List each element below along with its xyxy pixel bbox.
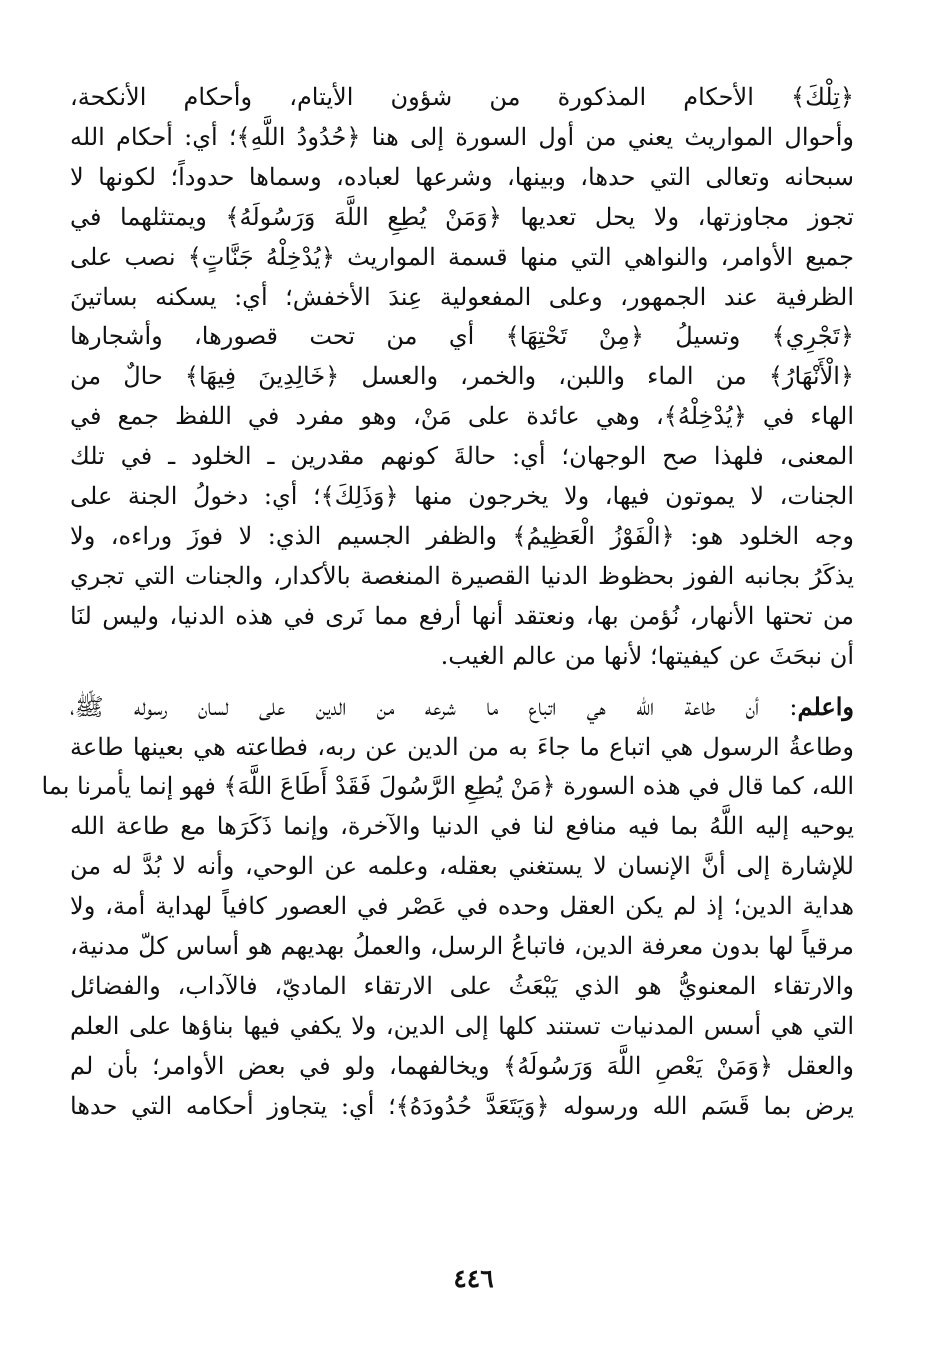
text-line: يرض بما قَسَم الله ورسوله ﴿وَيَتَعَدَّ حُدُودَهُ﴾؛ أي: يتجاوز أحكامه التي حدها: [70, 1091, 854, 1120]
text-run: : أن طاعة الله هي اتباع ما شرعه من الدين على لسان رسوله ﷺ،: [70, 692, 798, 721]
paragraph-2: [41, 687, 880, 1127]
text-line: يذكَرُ بجانبه الفوز بحظوظ الدنيا القصيرة المنغصة بالأكدار، والجنات التي تجري: [70, 561, 854, 590]
text-line: والعقل ﴿وَمَنْ يَعْصِ اللَّهَ وَرَسُولَهُ﴾ ويخالفهما، ولو في بعض الأوامر؛ بأن لم: [70, 1051, 854, 1080]
text-line: والارتقاء المعنويُّ هو الذي يَبْعَثُ على الارتقاء الماديّ، فالآداب، والفضائل: [70, 971, 854, 1000]
text-line-first: [70, 687, 880, 728]
text-line: مرقياً لها بدون معرفة الدين، فاتباعُ الرسل، والعملُ بهديهم هو أساس كلّ مدنية،: [70, 932, 854, 961]
text-line: الله، كما قال في هذه السورة ﴿مَنْ يُطِعِ الرَّسُولَ فَقَدْ أَطَاعَ اللَّهَ﴾ فهو إنما يأمرنا بما: [41, 772, 854, 801]
text-line: وطاعةُ الرسول هي اتباع ما جاءَ به من الدين عن ربه، فطاعته هي بعينها طاعة: [70, 732, 854, 761]
text-line: من تحتها الأنهار، نُؤمن بها، ونعتقد أنها أرفع مما نَرى في هذه الدنيا، وليس لنَا: [70, 601, 854, 630]
text-line: جميع الأوامر، والنواهي التي منها قسمة المواريث ﴿يُدْخِلْهُ جَنَّاتٍ﴾ نصب على: [70, 242, 854, 271]
text-line: ﴿الْأَنْهَارُ﴾ من الماء واللبن، والخمر، والعسل ﴿خَالِدِينَ فِيهَا﴾ حالٌ من: [70, 362, 854, 391]
text-line: التي هي أسس المدنيات تستند كلها إلى الدين، ولا يكفي فيها بناؤها على العلم: [70, 1011, 854, 1040]
paragraph-1: [70, 78, 880, 677]
text-line: أن نبحَثَ عن كيفيتها؛ لأنها من عالم الغيب.: [440, 641, 854, 670]
text-line: للإشارة إلى أنَّ الإنسان لا يستغني بعقله، وعلمه عن الوحي، وأنه لا بُدَّ له من: [70, 852, 854, 881]
lead-word: واعلم: [797, 691, 855, 721]
text-line: يوحيه إليه اللَّهُ بما فيه منافع لنا في الدنيا والآخرة، وإنما ذَكَرَها مع طاعة الله: [70, 812, 854, 841]
page-number: ٤٤٦: [453, 1264, 494, 1293]
text-line: هداية الدين؛ إذ لم يكن العقل وحده في عَصْر في العصور كافياً لهداية أمة، ولا: [70, 892, 854, 921]
page-body: [41, 78, 880, 1127]
text-line: الظرفية عند الجمهور، وعلى المفعولية عِندَ الأخفش؛ أي: يسكنه بساتينَ: [70, 282, 854, 311]
text-line: سبحانه وتعالى التي حدها، وبينها، وشرعها لعباده، وسماها حدوداً؛ لكونها لا: [70, 162, 854, 191]
text-line: ﴿تِلْكَ﴾ الأحكام المذكورة من شؤون الأيتام، وأحكام الأنكحة،: [70, 83, 854, 111]
text-line: وأحوال المواريث يعني من أول السورة إلى هنا ﴿حُدُودُ اللَّهِ﴾؛ أي: أحكام الله: [70, 122, 854, 151]
text-line: المعنى، فلهذا صح الوجهان؛ أي: حالةَ كونهم مقدرين ـ الخلود ـ في تلك: [70, 442, 854, 471]
text-line: الهاء في ﴿يُدْخِلْهُ﴾، وهي عائدة على مَنْ، وهو مفرد في اللفظ جمع في: [70, 402, 854, 431]
text-line: ﴿تَجْرِي﴾ وتسيلُ ﴿مِنْ تَحْتِهَا﴾ أي من تحت قصورها، وأشجارها: [70, 322, 854, 351]
text-line: وجه الخلود هو: ﴿الْفَوْزُ الْعَظِيمُ﴾ والظفر الجسيم الذي: لا فوزَ وراءه، ولا: [70, 521, 854, 550]
text-line: تجوز مجاوزتها، ولا يحل تعديها ﴿وَمَنْ يُطِعِ اللَّهَ وَرَسُولَهُ﴾ ويمتثلهما في: [70, 202, 854, 231]
text-line: الجنات، لا يموتون فيها، ولا يخرجون منها ﴿وَذَلِكَ﴾؛ أي: دخولُ الجنة على: [70, 482, 854, 511]
